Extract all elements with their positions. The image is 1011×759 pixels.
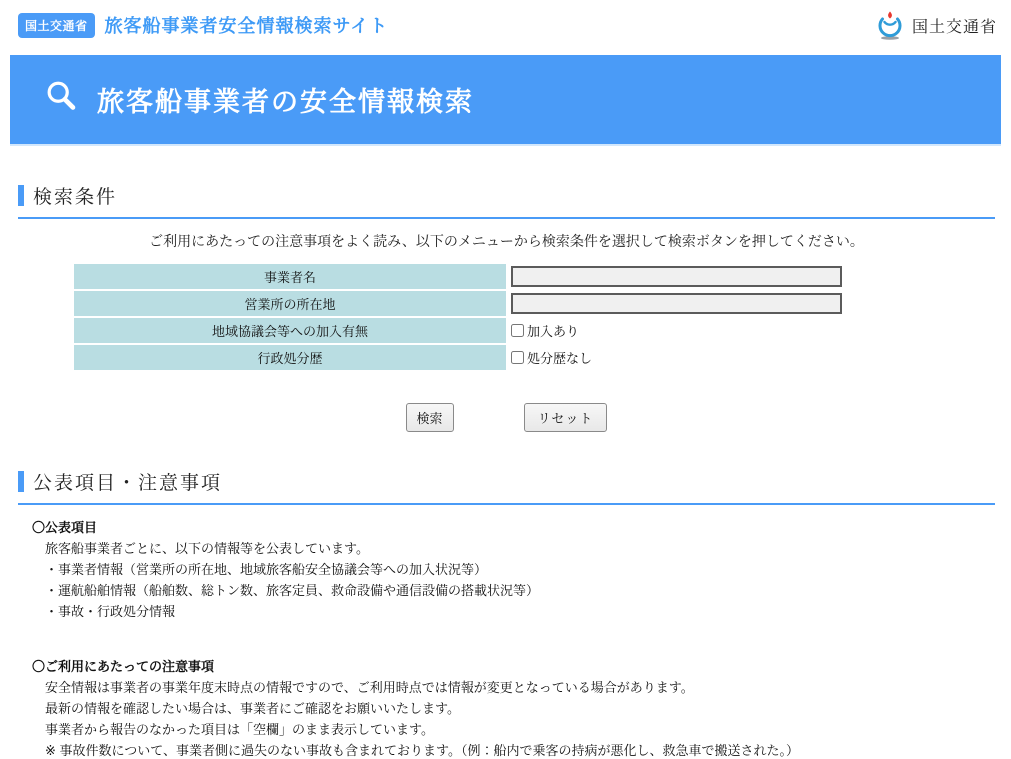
- usage-notes-line: 事業者から報告のなかった項目は「空欄」のまま表示しています。: [45, 722, 434, 737]
- office-location-input[interactable]: [511, 293, 842, 314]
- reset-button[interactable]: リセット: [524, 403, 608, 432]
- published-items-line: ・事故・行政処分情報: [45, 604, 176, 619]
- form-row-office-location: [74, 291, 844, 316]
- search-section-head: [18, 182, 995, 209]
- operator-name-label: 事業者名: [74, 264, 506, 289]
- usage-notes-title: 〇ご利用にあたっての注意事項: [32, 659, 215, 674]
- published-items-line: ・運航船舶情報（船舶数、総トン数、旅客定員、救命設備や通信設備の搭載状況等）: [45, 583, 540, 598]
- button-row: [18, 403, 995, 432]
- info-section-head: [18, 468, 995, 495]
- published-items-block: [18, 517, 995, 620]
- council-membership-option[interactable]: [511, 321, 579, 340]
- published-items-line: ・事業者情報（営業所の所在地、地域旅客船安全協議会等への加入状況等）: [45, 562, 488, 577]
- ministry-logo-group: [874, 9, 997, 41]
- page-banner: [10, 55, 1001, 146]
- ministry-name: 国土交通省: [911, 18, 997, 36]
- search-section-title: 検索条件: [33, 187, 118, 208]
- search-icon: [43, 78, 81, 121]
- info-section: [18, 468, 995, 759]
- admin-action-option-label: 処分歴なし: [527, 351, 593, 366]
- top-header: [0, 0, 1011, 50]
- search-form-table: [74, 264, 844, 370]
- published-items-title: 〇公表項目: [32, 520, 98, 535]
- banner-title: 旅客船事業者の安全情報検索: [97, 87, 474, 117]
- council-membership-option-label: 加入あり: [527, 324, 580, 339]
- heading-rule: [18, 217, 995, 219]
- admin-action-option[interactable]: [511, 348, 592, 367]
- form-row-admin-action: [74, 345, 844, 370]
- search-instruction: ご利用にあたっての注意事項をよく読み、以下のメニューから検索条件を選択して検索ボタンを押してください。: [149, 233, 864, 249]
- site-title: 旅客船事業者安全情報検索サイト: [104, 16, 389, 36]
- form-row-operator-name: [74, 264, 844, 289]
- admin-action-checkbox[interactable]: [511, 351, 524, 364]
- search-button[interactable]: 検索: [406, 403, 454, 432]
- operator-name-input[interactable]: [511, 266, 842, 287]
- heading-rule: [18, 503, 995, 505]
- usage-notes-block: [18, 656, 995, 759]
- published-items-line: 旅客船事業者ごとに、以下の情報等を公表しています。: [45, 541, 369, 556]
- heading-accent-bar: [18, 185, 24, 206]
- admin-action-label: 行政処分歴: [74, 345, 506, 370]
- usage-notes-line: 最新の情報を確認したい場合は、事業者にご確認をお願いいたします。: [45, 701, 460, 716]
- office-location-label: 営業所の所在地: [74, 291, 506, 316]
- gov-badge: 国土交通省: [18, 13, 95, 38]
- heading-accent-bar: [18, 471, 24, 492]
- search-section: [18, 182, 995, 432]
- council-membership-label: 地域協議会等への加入有無: [74, 318, 506, 343]
- form-row-council-membership: [74, 318, 844, 343]
- usage-notes-line: 安全情報は事業者の事業年度末時点の情報ですので、ご利用時点では情報が変更となっている場合があります。: [45, 680, 694, 695]
- usage-notes-line: ※ 事故件数について、事業者側に過失のない事故も含まれております。（例：船内で乗客の持病が悪化し、救急車で搬送された。）: [45, 743, 799, 758]
- council-membership-checkbox[interactable]: [511, 324, 524, 337]
- info-section-title: 公表項目・注意事項: [33, 473, 223, 494]
- mlit-logo-icon: [874, 9, 906, 41]
